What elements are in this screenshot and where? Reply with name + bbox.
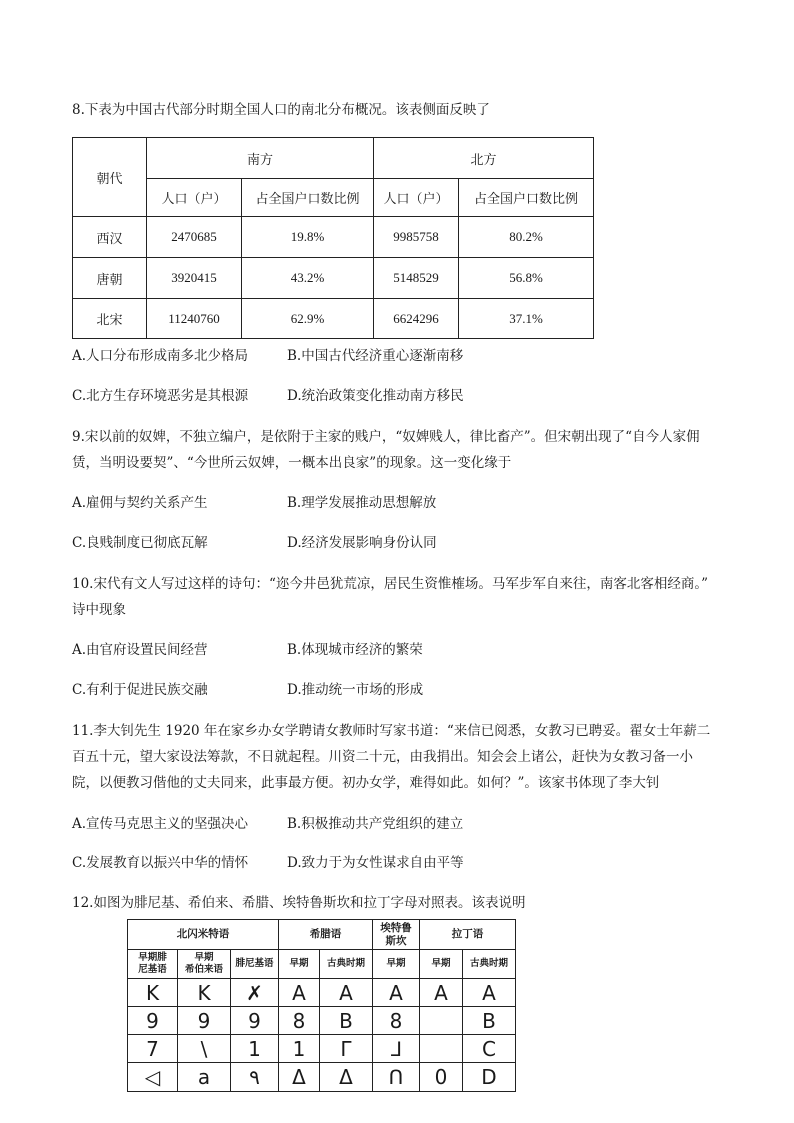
table-row — [128, 1063, 516, 1092]
q9-option-a[interactable]: A.雇佣与契约关系产生 — [72, 495, 208, 511]
q9-option-d[interactable]: D.经济发展影响身份认同 — [287, 535, 437, 551]
south-pop-cell: 3920415 — [147, 258, 242, 299]
south-ratio-header: 占全国户口数比例 — [242, 179, 374, 217]
table-row — [73, 299, 594, 339]
north-ratio-cell: 37.1% — [459, 299, 594, 339]
letter-cell: A — [420, 979, 463, 1007]
table-row — [128, 1007, 516, 1035]
q10-option-a[interactable]: A.由官府设置民间经营 — [72, 642, 208, 658]
letter-cell: 9 — [128, 1007, 178, 1035]
letter-cell: C — [463, 1035, 516, 1063]
q11-option-b[interactable]: B.积极推动共产党组织的建立 — [287, 816, 464, 832]
early-phoenician-line-1: 早期腓 — [138, 952, 167, 963]
letter-cell: A — [320, 979, 373, 1007]
south-header: 南方 — [147, 138, 374, 179]
early-phoenician-line-2: 尼基语 — [138, 964, 167, 975]
q8-option-b[interactable]: B.中国古代经济重心逐渐南移 — [287, 348, 464, 364]
etruscan-header-line-2: 斯坎 — [385, 934, 407, 947]
south-ratio-cell: 62.9% — [242, 299, 374, 339]
letter-cell: D — [463, 1063, 516, 1092]
table-row — [73, 258, 594, 299]
north-pop-cell: 9985758 — [374, 217, 459, 258]
letter-cell: K — [128, 979, 178, 1007]
letter-cell: 0 — [420, 1063, 463, 1092]
q10-option-d[interactable]: D.推动统一市场的形成 — [287, 682, 424, 698]
letter-cell: Γ — [320, 1035, 373, 1063]
q11-stem-line-2: 百五十元，望大家设法筹款，不日就起程。川资二十元，由我捐出。知会会上诸公，赶快为女教习备一小 — [72, 749, 693, 765]
letter-cell: ᒧ — [373, 1035, 420, 1063]
letter-cell: ✗ — [231, 979, 279, 1007]
q11-stem-line-1: 11.李大钊先生 1920 年在家乡办女学聘请女教师时写家书道：“来信已阅悉，女教习已聘妥。翟女士年薪二 — [72, 723, 711, 739]
q9-stem-line-2: 赁，当明设要契”、“今世所云奴婢，一概本出良家”的现象。这一变化缘于 — [72, 455, 512, 471]
early-hebrew-line-2: 希伯来语 — [184, 964, 223, 975]
dynasty-cell: 西汉 — [73, 217, 147, 258]
letter-cell: 1 — [231, 1035, 279, 1063]
q10-option-b[interactable]: B.体现城市经济的繁荣 — [287, 642, 423, 658]
greek-classical-header: 古典时期 — [320, 950, 373, 979]
q9-option-b[interactable]: B.理学发展推动思想解放 — [287, 495, 437, 511]
letter-cell: ٩ — [231, 1063, 279, 1092]
alphabet-comparison-table — [127, 919, 516, 1092]
letter-cell: a — [178, 1063, 231, 1092]
north-pop-cell: 5148529 — [374, 258, 459, 299]
q12-stem: 12.如图为腓尼基、希伯来、希腊、埃特鲁斯坎和拉丁字母对照表。该表说明 — [72, 895, 526, 911]
q10-stem-line-2: 诗中现象 — [72, 602, 126, 618]
letter-cell: 8 — [373, 1007, 420, 1035]
south-pop-cell: 2470685 — [147, 217, 242, 258]
q8-option-d[interactable]: D.统治政策变化推动南方移民 — [287, 388, 464, 404]
letter-cell: B — [320, 1007, 373, 1035]
letter-cell: Δ — [279, 1063, 320, 1092]
letter-cell: 8 — [279, 1007, 320, 1035]
table-row — [128, 1035, 516, 1063]
letter-cell: ᑎ — [373, 1063, 420, 1092]
south-ratio-cell: 19.8% — [242, 217, 374, 258]
letter-cell: \ — [178, 1035, 231, 1063]
q9-option-c[interactable]: C.良贱制度已彻底瓦解 — [72, 535, 208, 551]
greek-early-header: 早期 — [279, 950, 320, 979]
letter-cell: ◁ — [128, 1063, 178, 1092]
table-row — [73, 217, 594, 258]
letter-cell: 9 — [231, 1007, 279, 1035]
north-ratio-cell: 80.2% — [459, 217, 594, 258]
south-pop-cell: 11240760 — [147, 299, 242, 339]
q9-stem-line-1: 9.宋以前的奴婢，不独立编户，是依附于主家的贱户，“奴婢贱人，律比畜产”。但宋朝出现了“自今人家佣 — [72, 429, 700, 445]
dynasty-cell: 唐朝 — [73, 258, 147, 299]
latin-classical-header: 古典时期 — [463, 950, 516, 979]
north-header: 北方 — [374, 138, 594, 179]
letter-cell — [420, 1035, 463, 1063]
letter-cell: A — [463, 979, 516, 1007]
letter-cell: B — [463, 1007, 516, 1035]
population-table — [72, 137, 594, 339]
north-ratio-cell: 56.8% — [459, 258, 594, 299]
letter-cell: Δ — [320, 1063, 373, 1092]
letter-cell — [420, 1007, 463, 1035]
phoenician-header: 腓尼基语 — [231, 950, 279, 979]
dynasty-header: 朝代 — [73, 138, 147, 217]
latin-early-header: 早期 — [420, 950, 463, 979]
north-pop-header: 人口（户） — [374, 179, 459, 217]
early-hebrew-line-1: 早期 — [194, 952, 214, 963]
greek-header: 希腊语 — [279, 920, 373, 950]
etruscan-early-header: 早期 — [373, 950, 420, 979]
north-ratio-header: 占全国户口数比例 — [459, 179, 594, 217]
letter-cell: A — [373, 979, 420, 1007]
q8-option-c[interactable]: C.北方生存环境恶劣是其根源 — [72, 388, 249, 404]
early-hebrew-header — [178, 950, 231, 979]
table-row — [128, 979, 516, 1007]
letter-cell: 9 — [178, 1007, 231, 1035]
north-pop-cell: 6624296 — [374, 299, 459, 339]
q10-option-c[interactable]: C.有利于促进民族交融 — [72, 682, 208, 698]
q8-stem: 8.下表为中国古代部分时期全国人口的南北分布概况。该表侧面反映了 — [72, 102, 490, 118]
dynasty-cell: 北宋 — [73, 299, 147, 339]
letter-cell: 1 — [279, 1035, 320, 1063]
letter-cell: K — [178, 979, 231, 1007]
south-pop-header: 人口（户） — [147, 179, 242, 217]
early-phoenician-header — [128, 950, 178, 979]
latin-header: 拉丁语 — [420, 920, 516, 950]
q11-option-c[interactable]: C.发展教育以振兴中华的情怀 — [72, 855, 249, 871]
q11-option-a[interactable]: A.宣传马克思主义的坚强决心 — [72, 816, 249, 832]
letter-cell: 7 — [128, 1035, 178, 1063]
q8-option-a[interactable]: A.人口分布形成南多北少格局 — [72, 348, 249, 364]
letter-cell: Α — [279, 979, 320, 1007]
etruscan-header — [373, 920, 420, 950]
semitic-header: 北闪米特语 — [128, 920, 279, 950]
south-ratio-cell: 43.2% — [242, 258, 374, 299]
q10-stem-line-1: 10.宋代有文人写过这样的诗句：“迩今井邑犹荒凉，居民生资惟榷场。马军步军自来往，南客北客相经商。” — [72, 576, 709, 592]
q11-option-d[interactable]: D.致力于为女性谋求自由平等 — [287, 855, 464, 871]
etruscan-header-line-1: 埃特鲁 — [380, 921, 412, 934]
q11-stem-line-3: 院，以便教习偕他的丈夫同来，此事最方便。初办女学，难得如此。如何？”。该家书体现了李大钊 — [72, 775, 660, 791]
